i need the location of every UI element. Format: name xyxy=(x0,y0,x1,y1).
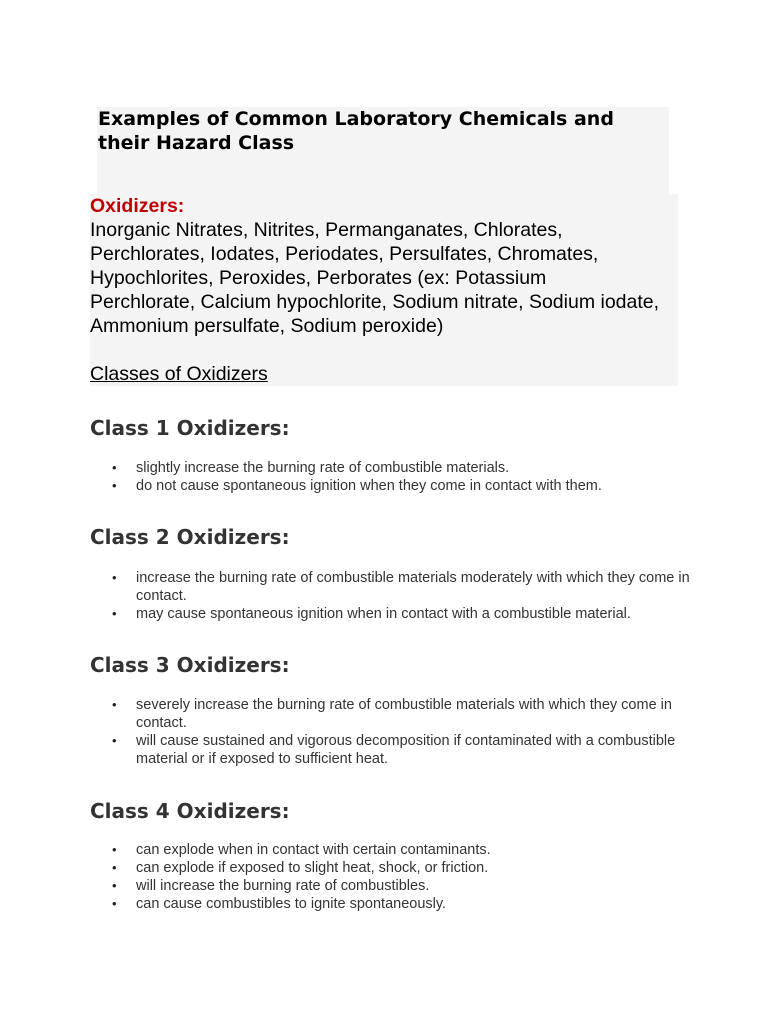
page-title: Examples of Common Laboratory Chemicals and their Hazard Class xyxy=(98,108,614,154)
list-item: • increase the burning rate of combustible materials moderately with which they come in contact. xyxy=(90,569,690,605)
classes-of-oxidizers-link[interactable]: Classes of Oxidizers xyxy=(90,363,268,385)
oxidizers-description: Inorganic Nitrates, Nitrites, Permanganates, Chlorates, Perchlorates, Iodates, Periodates, Persulfates, Chromates, Hypochlorites, Peroxides, Perborates (ex: Potassium Perchlorate, Calcium hypochlorite, Sodium nitrate, Sodium iodate, Ammonium persulfate, Sodium peroxide) xyxy=(90,219,660,337)
class-3-list xyxy=(90,696,690,768)
list-item: • can cause combustibles to ignite spontaneously. xyxy=(90,895,690,913)
list-item: • do not cause spontaneous ignition when they come in contact with them. xyxy=(90,477,690,495)
class-2-heading: Class 2 Oxidizers: xyxy=(90,525,290,549)
class-4-heading: Class 4 Oxidizers: xyxy=(90,799,290,823)
list-item: • can explode when in contact with certain contaminants. xyxy=(90,841,690,859)
class-3-heading: Class 3 Oxidizers: xyxy=(90,653,290,677)
list-item: • severely increase the burning rate of combustible materials with which they come in contact. xyxy=(90,696,690,732)
list-item: • can explode if exposed to slight heat, shock, or friction. xyxy=(90,859,690,877)
class-1-heading: Class 1 Oxidizers: xyxy=(90,416,290,440)
class-4-list xyxy=(90,841,690,913)
class-1-list xyxy=(90,459,690,495)
list-item: • slightly increase the burning rate of combustible materials. xyxy=(90,459,690,477)
list-item: • will increase the burning rate of combustibles. xyxy=(90,877,690,895)
list-item: • may cause spontaneous ignition when in contact with a combustible material. xyxy=(90,605,690,623)
oxidizers-label: Oxidizers: xyxy=(90,195,185,217)
class-2-list xyxy=(90,569,690,623)
list-item: • will cause sustained and vigorous decomposition if contaminated with a combustible material or if exposed to sufficient heat. xyxy=(90,732,690,768)
